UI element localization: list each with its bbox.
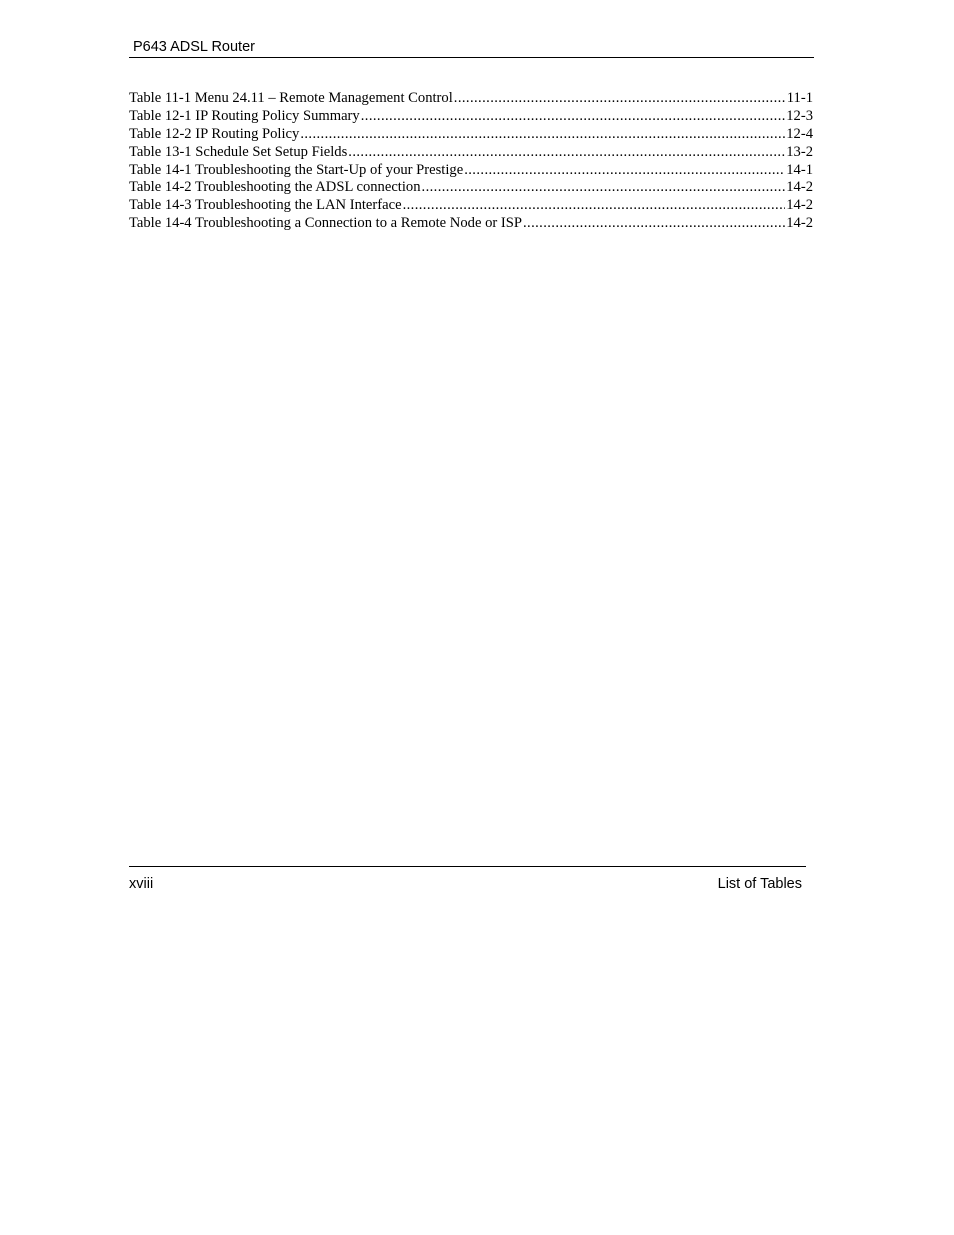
header-title: P643 ADSL Router [133, 39, 255, 55]
toc-entry[interactable] [129, 179, 813, 197]
toc-entry-page: 14-2 [786, 215, 813, 232]
dot-leader [454, 90, 786, 108]
list-of-tables [129, 90, 813, 233]
toc-entry-label: Table 14-2 Troubleshooting the ADSL connection [129, 179, 421, 196]
toc-entry[interactable] [129, 197, 813, 215]
toc-entry[interactable] [129, 144, 813, 162]
page-header [129, 37, 814, 58]
toc-entry[interactable] [129, 126, 813, 144]
toc-entry-label: Table 12-1 IP Routing Policy Summary [129, 107, 360, 124]
dot-leader [300, 126, 785, 144]
dot-leader [422, 179, 786, 197]
toc-entry-label: Table 12-2 IP Routing Policy [129, 125, 300, 142]
toc-entry-label: Table 14-4 Troubleshooting a Connection to a Remote Node or ISP [129, 215, 522, 232]
dot-leader [348, 144, 785, 162]
toc-entry-label: Table 14-3 Troubleshooting the LAN Interface [129, 197, 402, 214]
toc-entry-label: Table 14-1 Troubleshooting the Start-Up of your Prestige [129, 161, 464, 178]
toc-entry[interactable] [129, 162, 813, 180]
toc-entry-page: 11-1 [786, 90, 813, 106]
dot-leader [403, 197, 786, 215]
toc-entry-page: 13-2 [786, 143, 813, 160]
toc-entry-page: 14-2 [786, 179, 813, 196]
toc-entry-page: 14-2 [786, 197, 813, 214]
toc-entry[interactable] [129, 90, 813, 108]
toc-entry-page: 14-1 [786, 161, 813, 178]
dot-leader [464, 162, 785, 180]
dot-leader [361, 108, 786, 126]
toc-entry-label: Table 13-1 Schedule Set Setup Fields [129, 143, 348, 160]
toc-entry[interactable] [129, 215, 813, 233]
toc-entry-page: 12-3 [786, 107, 813, 124]
dot-leader [523, 215, 785, 233]
footer-rule [129, 866, 806, 867]
toc-entry-page: 12-4 [786, 125, 813, 142]
toc-entry-label: Table 11-1 Menu 24.11 – Remote Management Control [129, 90, 453, 106]
footer-page-number: xviii [129, 876, 154, 892]
footer-section-title: List of Tables [717, 876, 802, 892]
toc-entry[interactable] [129, 108, 813, 126]
